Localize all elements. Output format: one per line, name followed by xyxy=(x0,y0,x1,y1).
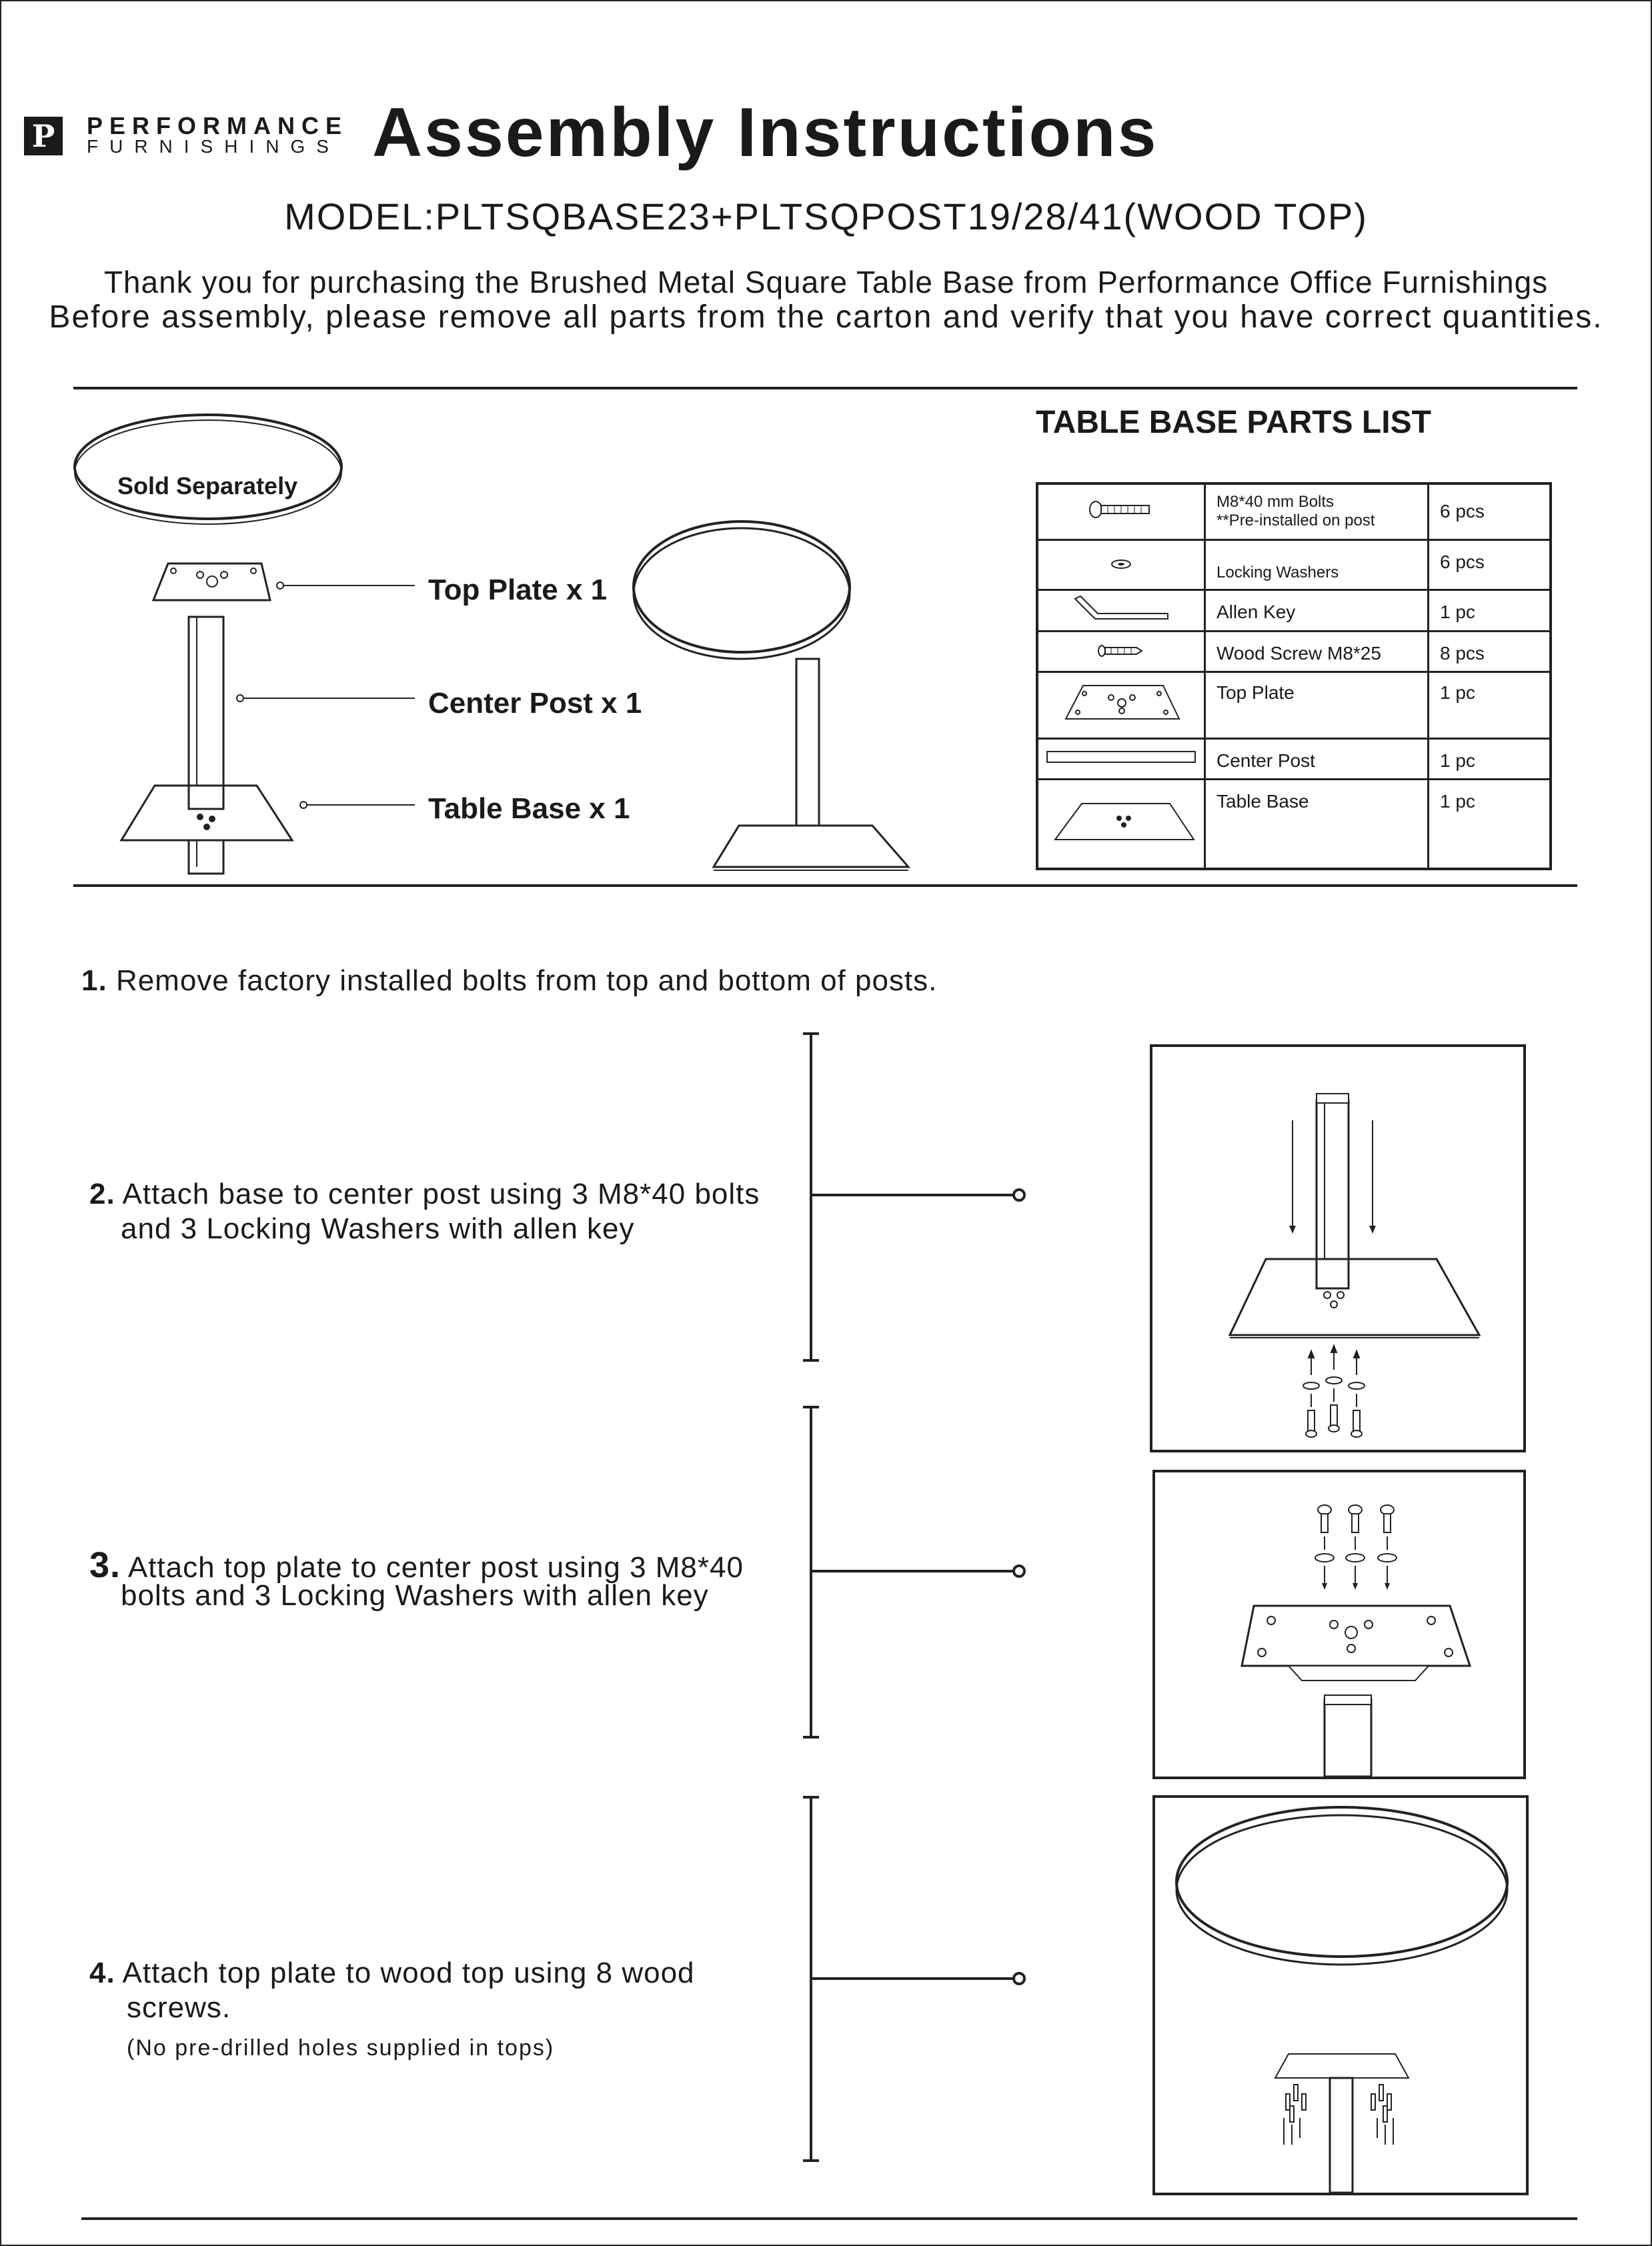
part-name: M8*40 mm Bolts xyxy=(1216,493,1335,511)
part-qty: 1 pc xyxy=(1429,738,1551,779)
step-3-text-line2: bolts and 3 Locking Washers with allen key xyxy=(121,1579,709,1612)
part-note: **Pre-installed on post xyxy=(1216,511,1375,529)
step-2-text: Attach base to center post using 3 M8*40 bolts xyxy=(122,1178,760,1210)
table-row xyxy=(1037,631,1551,672)
bolt-icon xyxy=(1037,483,1205,539)
step-2 xyxy=(89,1178,760,1211)
step-3-number: 3. xyxy=(89,1545,121,1585)
top-plate-label: Top Plate x 1 xyxy=(428,574,608,606)
table-base-icon xyxy=(1037,779,1205,869)
center-post-icon xyxy=(1037,738,1205,779)
table-row xyxy=(1037,738,1551,779)
wood-screw-icon xyxy=(1037,631,1205,672)
part-qty: 6 pcs xyxy=(1429,483,1551,539)
step-3-illustration xyxy=(1152,1470,1526,1779)
part-qty: 1 pc xyxy=(1429,779,1551,869)
step-4-note: (No pre-drilled holes supplied in tops) xyxy=(127,2035,555,2061)
step-4-text-line2: screws. xyxy=(127,1991,231,2024)
table-row xyxy=(1037,779,1551,869)
step-1-text: Remove factory installed bolts from top and bottom of posts. xyxy=(115,964,938,997)
part-name: Top Plate xyxy=(1205,672,1429,738)
step-4-text: Attach top plate to wood top using 8 wood xyxy=(122,1957,695,1989)
washer-icon xyxy=(1037,539,1205,590)
intro-line-2: Before assembly, please remove all parts from the carton and verify that you have correct quantities. xyxy=(49,299,1603,335)
part-name: Table Base xyxy=(1205,779,1429,869)
part-qty: 6 pcs xyxy=(1429,539,1551,590)
table-row xyxy=(1037,590,1551,631)
step-2-number: 2. xyxy=(89,1178,115,1210)
brand-logo: P xyxy=(24,117,63,155)
step-1 xyxy=(81,964,937,998)
step-4-number: 4. xyxy=(89,1957,115,1989)
part-name: Wood Screw M8*25 xyxy=(1205,631,1429,672)
part-qty: 1 pc xyxy=(1429,672,1551,738)
step-2-illustration xyxy=(1150,1044,1526,1452)
step-2-text-line2: and 3 Locking Washers with allen key xyxy=(121,1212,635,1245)
section-divider-bottom xyxy=(81,2217,1577,2220)
step-1-number: 1. xyxy=(81,964,107,997)
model-number: MODEL:PLTSQBASE23+PLTSQPOST19/28/41(WOOD TOP) xyxy=(284,195,1368,237)
intro-line-1: Thank you for purchasing the Brushed Metal Square Table Base from Performance Office Furnishings xyxy=(103,265,1549,299)
sold-separately-label: Sold Separately xyxy=(117,472,298,499)
step-3-text: Attach top plate to center post using 3 M8*40 xyxy=(127,1551,744,1584)
brand-name-line2: FURNISHINGS xyxy=(87,136,340,157)
step-connector-brackets xyxy=(794,1027,1040,2174)
table-base-label: Table Base x 1 xyxy=(428,792,630,825)
part-name: Center Post xyxy=(1205,738,1429,779)
step-4 xyxy=(89,1957,695,1990)
part-name: Locking Washers xyxy=(1205,539,1429,590)
part-name: Allen Key xyxy=(1205,590,1429,631)
brand-name-line1: PERFORMANCE xyxy=(87,112,349,139)
allen-key-icon xyxy=(1037,590,1205,631)
center-post-label: Center Post x 1 xyxy=(428,687,642,720)
part-qty: 1 pc xyxy=(1429,590,1551,631)
top-plate-icon xyxy=(1037,672,1205,738)
section-divider-top xyxy=(73,387,1577,389)
table-row xyxy=(1037,483,1551,539)
parts-list-title: TABLE BASE PARTS LIST xyxy=(1036,405,1431,440)
section-divider-middle xyxy=(73,884,1577,887)
table-row xyxy=(1037,539,1551,590)
part-qty: 8 pcs xyxy=(1429,631,1551,672)
step-4-illustration xyxy=(1152,1795,1529,2195)
table-row xyxy=(1037,672,1551,738)
page-title: Assembly Instructions xyxy=(372,94,1158,171)
parts-list-table xyxy=(1036,482,1552,870)
